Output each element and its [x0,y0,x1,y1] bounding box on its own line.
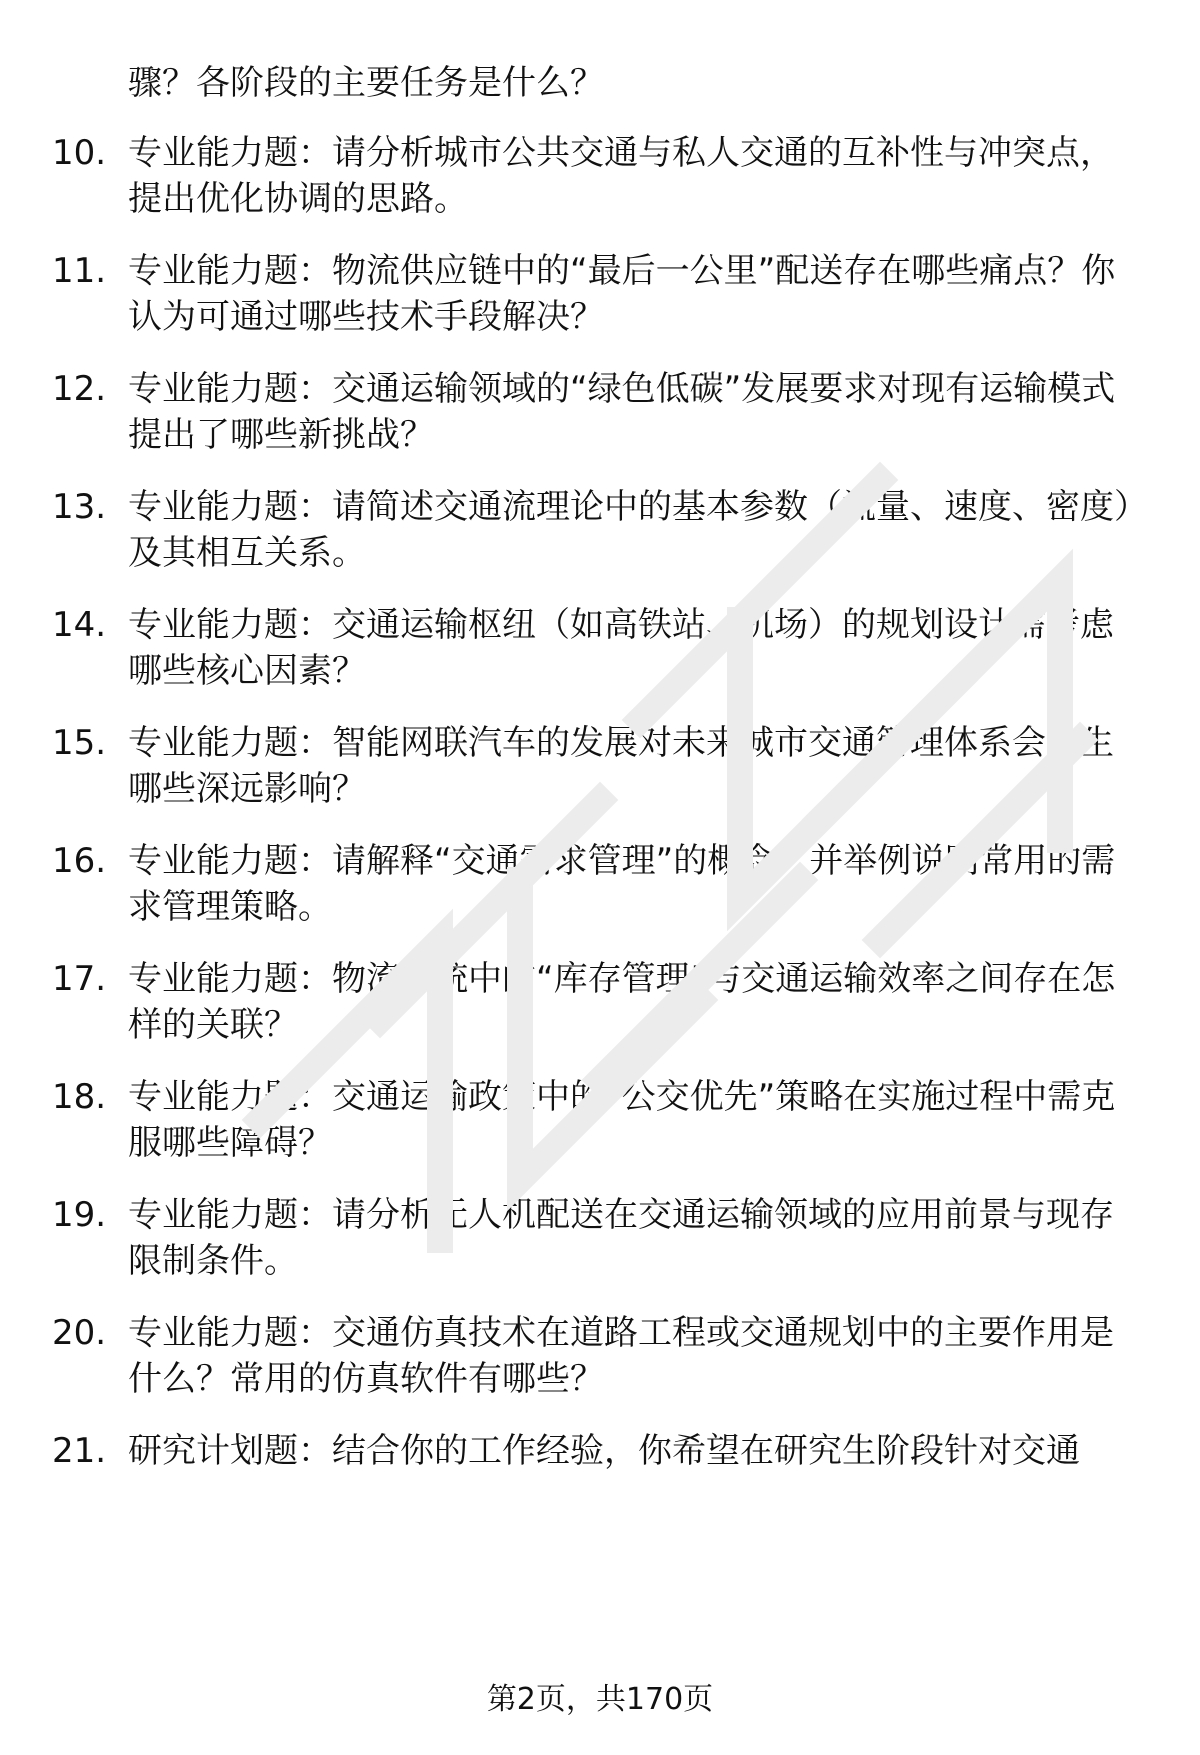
question-text: 专业能力题：交通运输领域的“绿色低碳”发展要求对现有运输模式提出了哪些新挑战？ [128,369,1116,455]
question-text: 专业能力题：请解释“交通需求管理”的概念，并举例说明常用的需求管理策略。 [128,841,1116,927]
question-number: 20. [52,1313,107,1353]
question-text: 专业能力题：交通运输枢纽（如高铁站、机场）的规划设计需考虑哪些核心因素？ [128,605,1114,691]
question-text: 专业能力题：智能网联汽车的发展对未来城市交通管理体系会产生哪些深远影响？ [128,723,1114,809]
question-number: 14. [52,605,107,645]
question-text: 专业能力题：交通仿真技术在道路工程或交通规划中的主要作用是什么？常用的仿真软件有哪些？ [128,1313,1114,1399]
question-text: 专业能力题：物流供应链中的“最后一公里”配送存在哪些痛点？你认为可通过哪些技术手段解决？ [128,251,1116,337]
question-text: 研究计划题：结合你的工作经验，你希望在研究生阶段针对交通 [128,1431,1080,1471]
continuation-text: 骤？各阶段的主要任务是什么？ [128,63,604,103]
question-number: 13. [52,487,107,527]
question-number: 15. [52,723,107,763]
question-number: 21. [52,1431,107,1471]
question-number: 10. [52,133,107,173]
question-number: 17. [52,959,107,999]
question-number: 19. [52,1195,107,1235]
question-number: 11. [52,251,107,291]
question-text: 专业能力题：请分析城市公共交通与私人交通的互补性与冲突点，提出优化协调的思路。 [128,133,1114,219]
question-text: 专业能力题：请分析无人机配送在交通运输领域的应用前景与现存限制条件。 [128,1195,1114,1281]
question-text: 专业能力题：交通运输政策中的“公交优先”策略在实施过程中需克服哪些障碍？ [128,1077,1116,1163]
page-footer: 第2页，共170页 [486,1682,714,1717]
question-text: 专业能力题：物流系统中的“库存管理”与交通运输效率之间存在怎样的关联？ [128,959,1116,1045]
question-number: 18. [52,1077,107,1117]
question-number: 16. [52,841,107,881]
question-number: 12. [52,369,107,409]
question-text: 专业能力题：请简述交通流理论中的基本参数（流量、速度、密度）及其相互关系。 [128,487,1131,573]
